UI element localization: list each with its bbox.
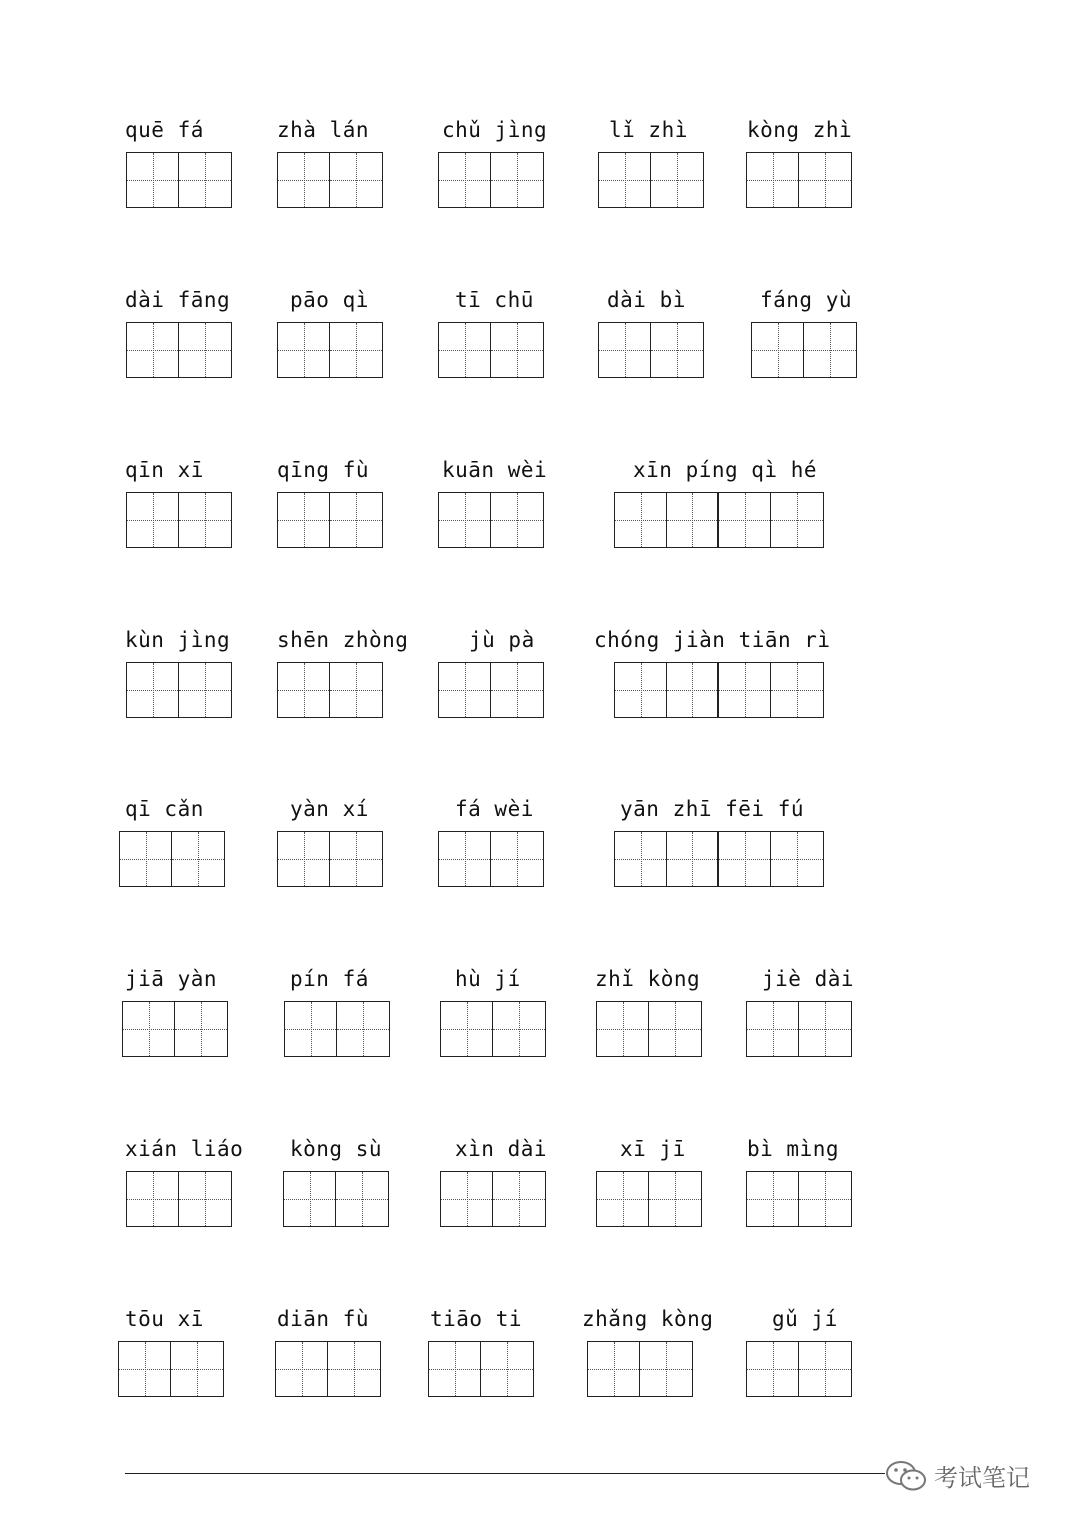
- pinyin-label: dài fāng: [125, 288, 231, 312]
- writing-cell[interactable]: [127, 663, 179, 717]
- character-boxes: [598, 322, 704, 378]
- pinyin-label: xìn dài: [455, 1137, 548, 1161]
- writing-cell[interactable]: [640, 1342, 692, 1396]
- wechat-icon: [884, 1459, 928, 1493]
- character-boxes: [438, 322, 544, 378]
- pinyin-label: jiè dài: [762, 967, 855, 991]
- pinyin-label: kuān wèi: [442, 458, 548, 482]
- character-boxes: [284, 1001, 390, 1057]
- writing-cell[interactable]: [278, 493, 330, 547]
- pinyin-label: diān fù: [277, 1307, 370, 1331]
- writing-cell[interactable]: [278, 323, 330, 377]
- writing-cell[interactable]: [747, 1002, 799, 1056]
- character-boxes: [428, 1341, 534, 1397]
- pinyin-label: qī cǎn: [125, 797, 204, 821]
- character-boxes: [126, 492, 232, 548]
- writing-cell[interactable]: [799, 1172, 851, 1226]
- writing-cell[interactable]: [127, 323, 179, 377]
- writing-cell[interactable]: [179, 663, 231, 717]
- writing-cell[interactable]: [771, 493, 823, 547]
- writing-cell[interactable]: [799, 153, 851, 207]
- pinyin-label: shēn zhòng: [277, 628, 409, 652]
- pinyin-label: zhǎng kòng: [582, 1307, 714, 1331]
- character-boxes: [126, 1171, 232, 1227]
- pinyin-label: pāo qì: [290, 288, 369, 312]
- character-boxes: [126, 662, 232, 718]
- pinyin-label: fá wèi: [455, 797, 534, 821]
- writing-cell[interactable]: [651, 323, 703, 377]
- writing-cell[interactable]: [330, 832, 382, 886]
- character-boxes: [277, 831, 383, 887]
- character-boxes: [440, 1001, 546, 1057]
- character-boxes: [126, 152, 232, 208]
- watermark: [884, 1458, 1030, 1493]
- writing-cell[interactable]: [127, 1172, 179, 1226]
- writing-cell[interactable]: [179, 153, 231, 207]
- writing-cell[interactable]: [439, 663, 491, 717]
- writing-cell[interactable]: [597, 1172, 649, 1226]
- writing-cell[interactable]: [481, 1342, 533, 1396]
- pinyin-label: yān zhī fēi fú: [620, 797, 805, 821]
- character-boxes: [746, 1171, 852, 1227]
- footer-divider: [125, 1473, 885, 1474]
- character-boxes: [614, 831, 824, 887]
- pinyin-label: jù pà: [469, 628, 535, 652]
- writing-cell[interactable]: [804, 323, 856, 377]
- writing-cell[interactable]: [597, 1002, 649, 1056]
- writing-cell[interactable]: [799, 1342, 851, 1396]
- pinyin-label: gǔ jí: [772, 1307, 838, 1331]
- character-boxes: [277, 322, 383, 378]
- writing-cell[interactable]: [179, 323, 231, 377]
- character-boxes: [438, 831, 544, 887]
- writing-cell[interactable]: [615, 663, 667, 717]
- writing-cell[interactable]: [491, 493, 543, 547]
- pinyin-label: dài bì: [607, 288, 686, 312]
- pinyin-label: lǐ zhì: [609, 118, 688, 142]
- character-boxes: [119, 831, 225, 887]
- writing-cell[interactable]: [599, 323, 651, 377]
- writing-cell[interactable]: [651, 153, 703, 207]
- writing-cell[interactable]: [127, 493, 179, 547]
- writing-cell[interactable]: [439, 323, 491, 377]
- writing-cell[interactable]: [649, 1002, 701, 1056]
- writing-cell[interactable]: [278, 663, 330, 717]
- pinyin-label: quē fá: [125, 118, 204, 142]
- pinyin-label: qīng fù: [277, 458, 370, 482]
- pinyin-label: hù jí: [455, 967, 521, 991]
- writing-cell[interactable]: [615, 493, 667, 547]
- writing-cell[interactable]: [615, 832, 667, 886]
- writing-cell[interactable]: [719, 663, 771, 717]
- writing-cell[interactable]: [330, 323, 382, 377]
- pinyin-label: chóng jiàn tiān rì: [594, 628, 831, 652]
- pinyin-label: tōu xī: [125, 1307, 204, 1331]
- pinyin-label: qīn xī: [125, 458, 204, 482]
- character-boxes: [283, 1171, 389, 1227]
- writing-cell[interactable]: [439, 832, 491, 886]
- writing-cell[interactable]: [441, 1172, 493, 1226]
- writing-cell[interactable]: [667, 493, 719, 547]
- pinyin-label: tī chū: [455, 288, 534, 312]
- writing-cell[interactable]: [747, 153, 799, 207]
- character-boxes: [438, 152, 544, 208]
- writing-cell[interactable]: [493, 1172, 545, 1226]
- writing-cell[interactable]: [719, 832, 771, 886]
- pinyin-label: pín fá: [290, 967, 369, 991]
- pinyin-label: tiāo ti: [430, 1307, 523, 1331]
- character-boxes: [277, 492, 383, 548]
- writing-cell[interactable]: [284, 1172, 336, 1226]
- writing-cell[interactable]: [336, 1172, 388, 1226]
- character-boxes: [438, 662, 544, 718]
- character-boxes: [596, 1171, 702, 1227]
- character-boxes: [596, 1001, 702, 1057]
- pinyin-label: chǔ jìng: [442, 118, 548, 142]
- pinyin-label: xī jī: [620, 1137, 686, 1161]
- pinyin-label: kòng sù: [290, 1137, 383, 1161]
- writing-cell[interactable]: [330, 493, 382, 547]
- character-boxes: [614, 662, 824, 718]
- writing-cell[interactable]: [441, 1002, 493, 1056]
- pinyin-label: jiā yàn: [125, 967, 218, 991]
- pinyin-label: xián liáo: [125, 1137, 244, 1161]
- character-boxes: [122, 1001, 228, 1057]
- writing-cell[interactable]: [747, 1342, 799, 1396]
- writing-cell[interactable]: [752, 323, 804, 377]
- writing-cell[interactable]: [429, 1342, 481, 1396]
- pinyin-label: zhǐ kòng: [595, 967, 701, 991]
- pinyin-label: bì mìng: [747, 1137, 840, 1161]
- writing-cell[interactable]: [771, 832, 823, 886]
- character-boxes: [587, 1341, 693, 1397]
- writing-cell[interactable]: [328, 1342, 380, 1396]
- character-boxes: [275, 1341, 381, 1397]
- writing-cell[interactable]: [771, 663, 823, 717]
- writing-cell[interactable]: [330, 153, 382, 207]
- character-boxes: [118, 1341, 224, 1397]
- character-boxes: [277, 152, 383, 208]
- writing-cell[interactable]: [127, 153, 179, 207]
- character-boxes: [746, 1341, 852, 1397]
- writing-cell[interactable]: [171, 1342, 223, 1396]
- writing-cell[interactable]: [123, 1002, 175, 1056]
- writing-cell[interactable]: [330, 663, 382, 717]
- writing-cell[interactable]: [179, 1172, 231, 1226]
- character-boxes: [438, 492, 544, 548]
- writing-cell[interactable]: [276, 1342, 328, 1396]
- writing-cell[interactable]: [491, 663, 543, 717]
- character-boxes: [277, 662, 383, 718]
- pinyin-label: fáng yù: [760, 288, 853, 312]
- pinyin-label: zhà lán: [277, 118, 370, 142]
- pinyin-label: xīn píng qì hé: [633, 458, 818, 482]
- writing-cell[interactable]: [649, 1172, 701, 1226]
- character-boxes: [126, 322, 232, 378]
- writing-cell[interactable]: [491, 832, 543, 886]
- writing-cell[interactable]: [278, 832, 330, 886]
- writing-cell[interactable]: [175, 1002, 227, 1056]
- writing-cell[interactable]: [172, 832, 224, 886]
- writing-cell[interactable]: [599, 153, 651, 207]
- watermark-text: 考试笔记: [934, 1464, 1030, 1492]
- writing-cell[interactable]: [667, 663, 719, 717]
- writing-cell[interactable]: [278, 153, 330, 207]
- writing-cell[interactable]: [747, 1172, 799, 1226]
- writing-cell[interactable]: [439, 153, 491, 207]
- character-boxes: [746, 1001, 852, 1057]
- character-boxes: [598, 152, 704, 208]
- writing-cell[interactable]: [719, 493, 771, 547]
- writing-cell[interactable]: [667, 832, 719, 886]
- writing-cell[interactable]: [588, 1342, 640, 1396]
- pinyin-label: yàn xí: [290, 797, 369, 821]
- character-boxes: [614, 492, 824, 548]
- writing-cell[interactable]: [285, 1002, 337, 1056]
- writing-cell[interactable]: [119, 1342, 171, 1396]
- writing-cell[interactable]: [179, 493, 231, 547]
- character-boxes: [440, 1171, 546, 1227]
- writing-cell[interactable]: [337, 1002, 389, 1056]
- pinyin-label: kòng zhì: [747, 118, 853, 142]
- writing-cell[interactable]: [491, 153, 543, 207]
- writing-cell[interactable]: [439, 493, 491, 547]
- character-boxes: [751, 322, 857, 378]
- pinyin-label: kùn jìng: [125, 628, 231, 652]
- character-boxes: [746, 152, 852, 208]
- writing-cell[interactable]: [493, 1002, 545, 1056]
- writing-cell[interactable]: [799, 1002, 851, 1056]
- writing-cell[interactable]: [491, 323, 543, 377]
- writing-cell[interactable]: [120, 832, 172, 886]
